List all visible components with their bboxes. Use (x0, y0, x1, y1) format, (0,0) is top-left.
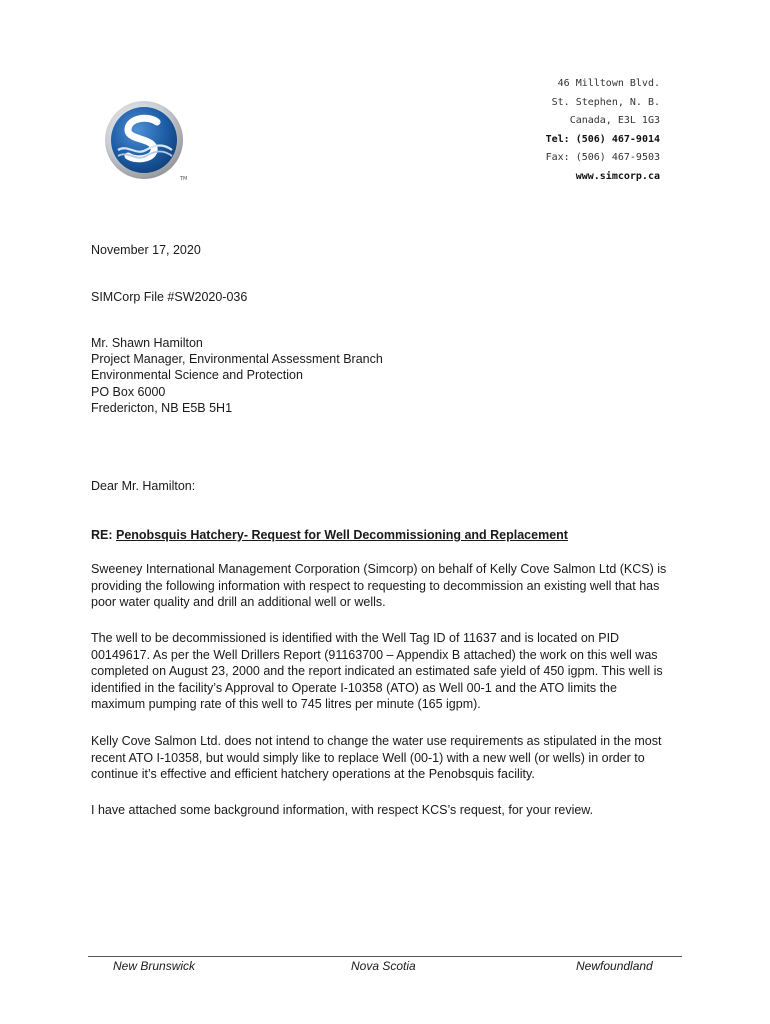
body-paragraph: I have attached some background information, with respect KCS’s request, for your review. (91, 803, 594, 817)
website-link[interactable]: www.simcorp.ca (575, 170, 660, 182)
footer-location-newfoundland: Newfoundland (576, 959, 653, 973)
body-paragraph: The well to be decommissioned is identified with the Well Tag ID of 11637 and is located on PID 00149617. As per the Well Drillers Report (91163700 – Appendix B attached) the work on this well was completed on August 23, 2000 and the report indicated an estimated safe yield of 450 igpm. This well is identified in the facility’s Approval to Operate I-10358 (ATO) as Well 00-1 and the ATO limits the maximum pumping rate of this well to 745 litres per minute (165 igpm). (91, 631, 663, 712)
body-paragraph: Kelly Cove Salmon Ltd. does not intend to change the water use requirements as stipulated in the most recent ATO I-10358, but would simply like to replace Well (00-1) with a new well (or wells) in order to continue it’s effective and efficient hatchery operations at the Penobsquis facility. (91, 734, 662, 782)
subject-line (91, 527, 671, 544)
re-label: RE: (91, 528, 116, 542)
recipient-city: Fredericton, NB E5B 5H1 (91, 400, 233, 415)
address-street: 46 Milltown Blvd. (557, 78, 660, 89)
address-country: Canada, E3L 1G3 (569, 115, 660, 126)
address-city: St. Stephen, N. B. (551, 96, 660, 108)
footer-divider (88, 956, 682, 957)
letter-date: November 17, 2020 (91, 243, 201, 257)
salutation: Dear Mr. Hamilton: (91, 479, 196, 493)
recipient-address (91, 335, 671, 416)
telephone: Tel: (506) 467-9014 (545, 133, 660, 145)
footer-location-nova-scotia: Nova Scotia (351, 959, 416, 973)
re-subject: Penobsquis Hatchery- Request for Well Decommissioning and Replacement (116, 528, 568, 542)
file-reference: SIMCorp File #SW2020-036 (91, 290, 248, 304)
recipient-title: Project Manager, Environmental Assessment Branch (91, 352, 383, 367)
trademark-mark: TM (180, 176, 188, 182)
logo-emblem-icon (104, 100, 194, 184)
company-logo (104, 100, 194, 184)
letterhead-address (546, 75, 660, 186)
recipient-po-box: PO Box 6000 (91, 384, 166, 399)
recipient-name: Mr. Shawn Hamilton (91, 336, 203, 350)
recipient-department: Environmental Science and Protection (91, 368, 303, 383)
body-paragraph: Sweeney International Management Corporation (Simcorp) on behalf of Kelly Cove Salmon Ltd (KCS) is providing the following information with respect to requesting to decommission an existing well that has poor water quality and drill an additional well or wells. (91, 562, 667, 610)
footer-location-new-brunswick: New Brunswick (113, 959, 196, 973)
fax: Fax: (506) 467-9503 (545, 152, 660, 163)
